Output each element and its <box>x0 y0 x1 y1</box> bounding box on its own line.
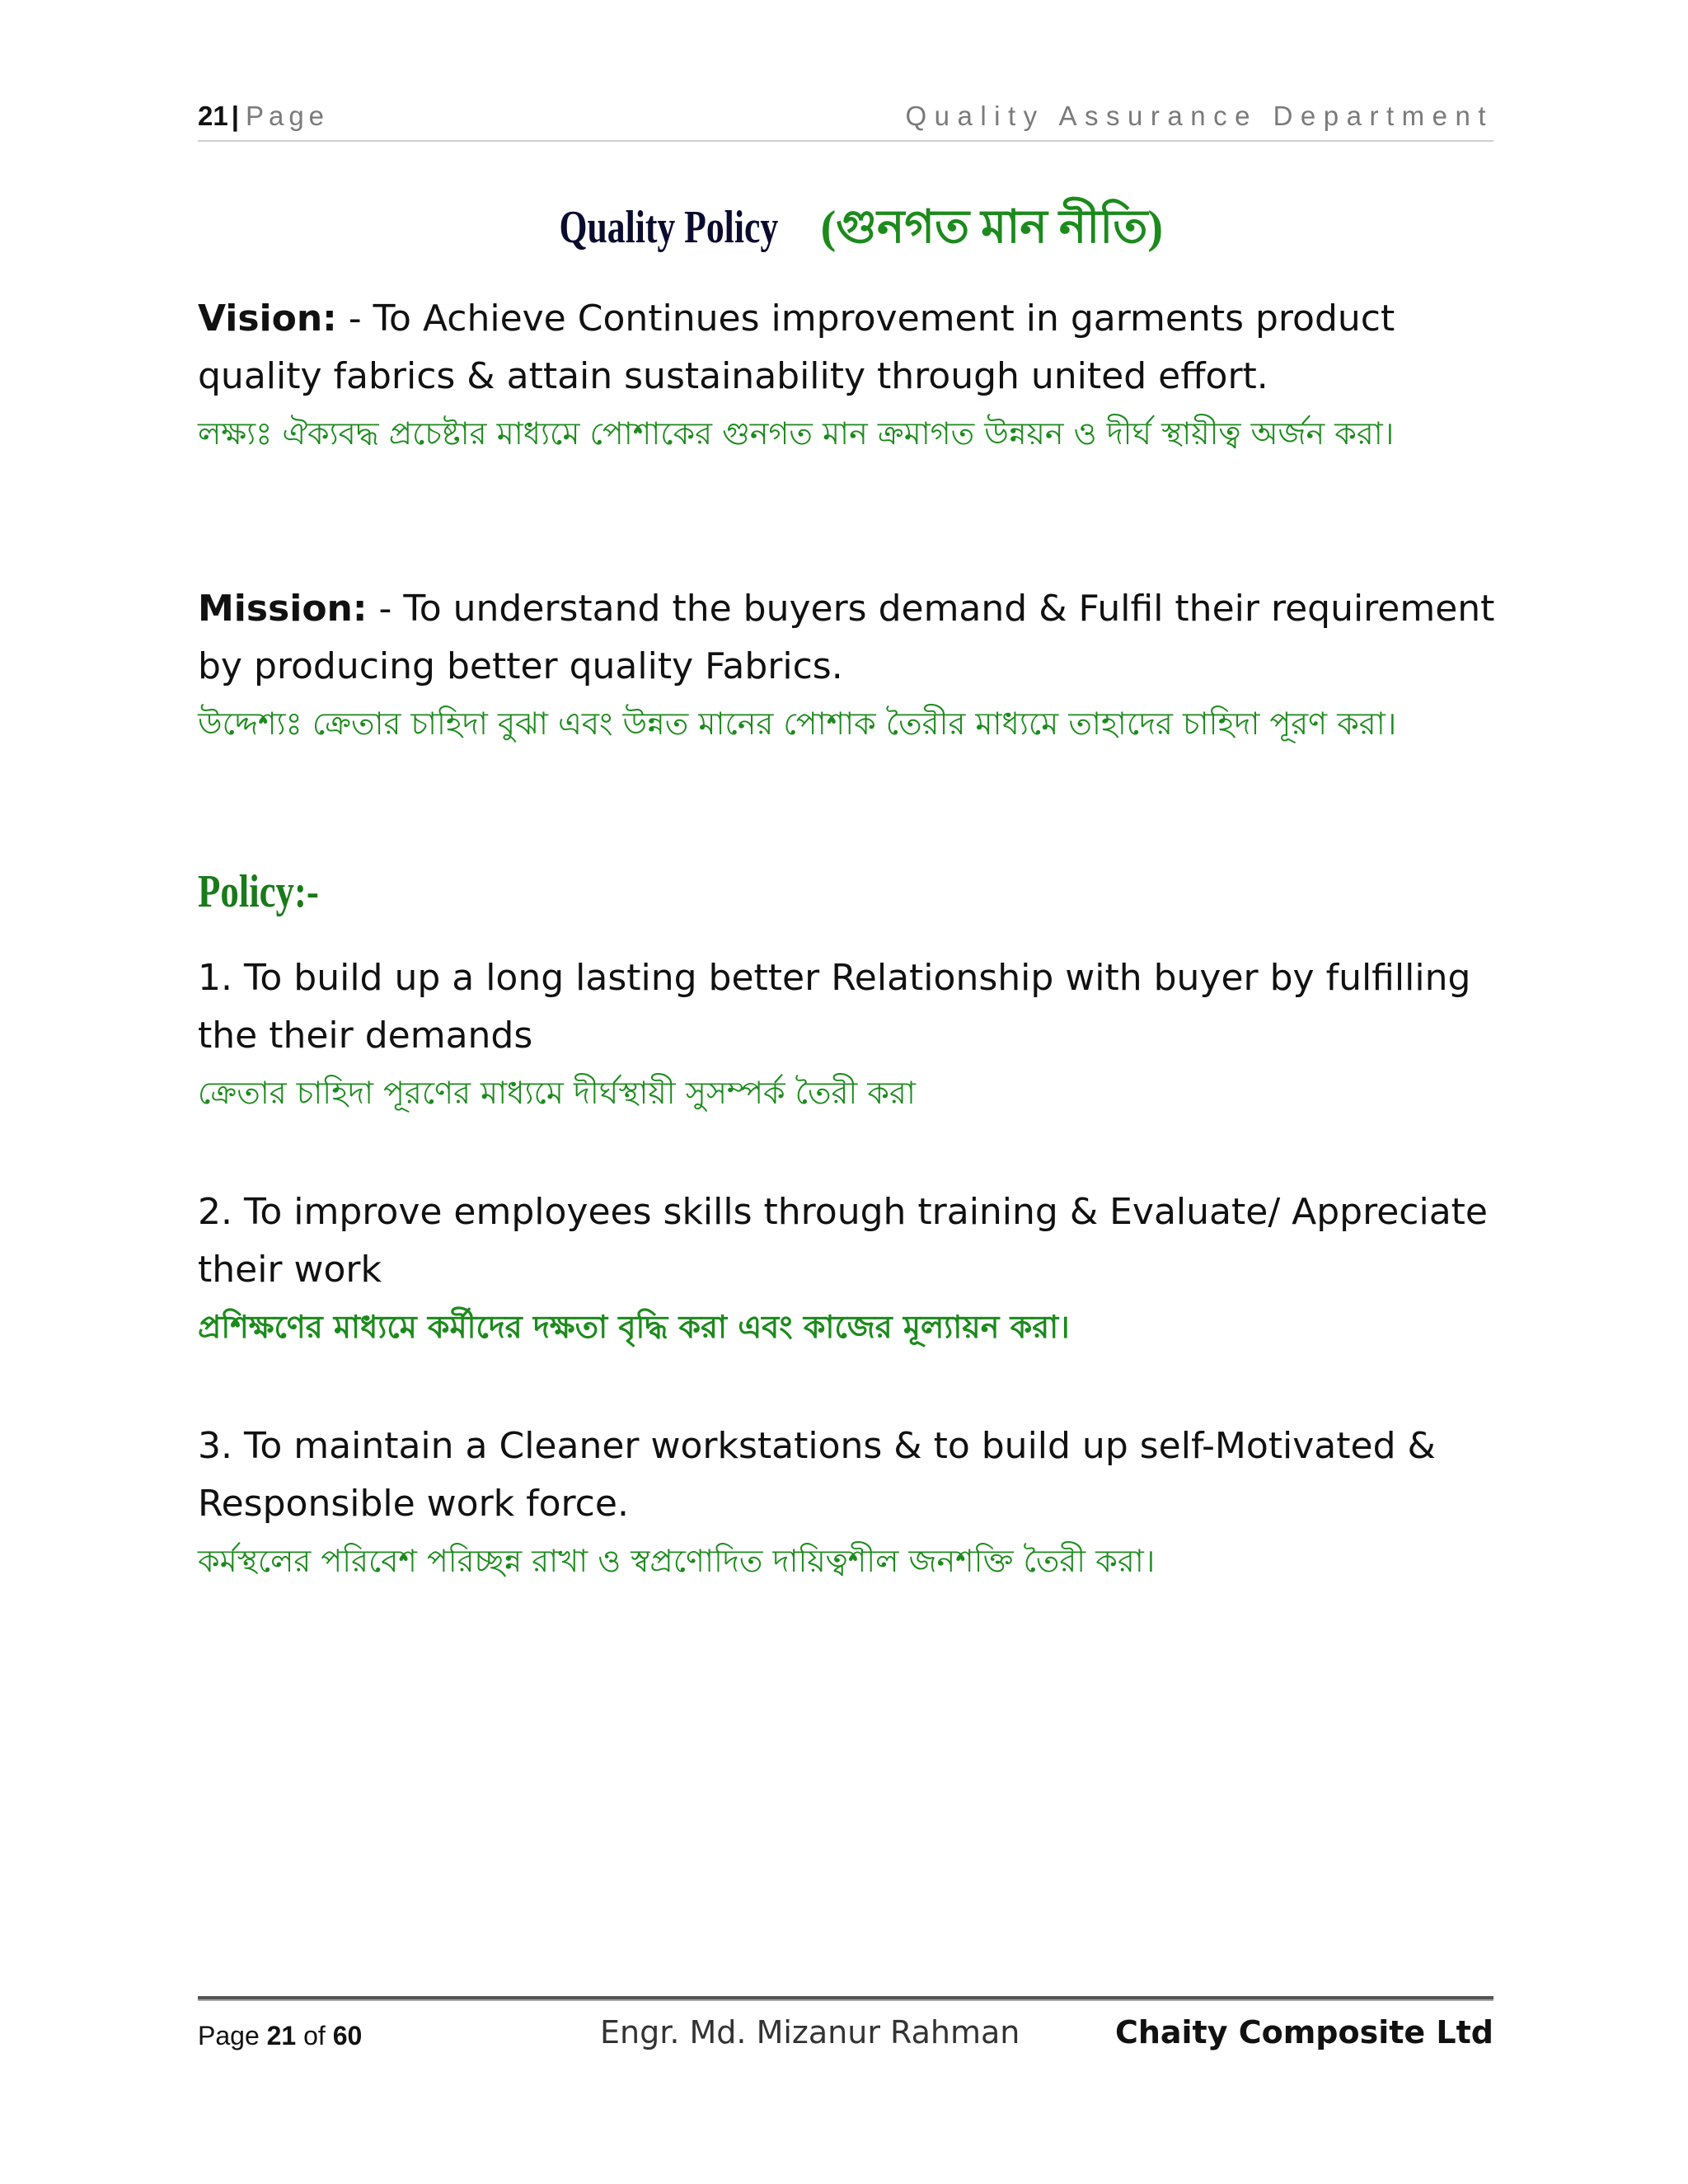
policy-item-1-bangla: ক্রেতার চাহিদা পূরণের মাধ্যমে দীর্ঘস্থায়ী সুসম্পর্ক তৈরী করা <box>198 1075 916 1111</box>
mission-statement <box>198 580 1508 696</box>
vision-section <box>198 290 1508 462</box>
header-department: Quality Assurance Department <box>905 101 1493 131</box>
page-title <box>198 198 1493 257</box>
policy-item-2-bangla: প্রশিক্ষণের মাধ্যমে কর্মীদের দক্ষতা বৃদ্ধি করা এবং কাজের মূল্যায়ন করা। <box>198 1309 1070 1345</box>
footer-divider <box>198 1996 1493 2001</box>
vision-label: Vision: <box>198 298 337 340</box>
policy-item-2 <box>198 1183 1508 1355</box>
policy-item-1-text: 1. To build up a long lasting better Relationship with buyer by fulfilling the their demands <box>198 957 1471 1057</box>
mission-text: - To understand the buyers demand & Fulfil their requirement by producing better quality Fabrics. <box>198 588 1495 687</box>
vision-text: - To Achieve Continues improvement in garments product quality fabrics & attain sustainability through united effort. <box>198 298 1395 397</box>
mission-bangla: উদ্দেশ্যঃ ক্রেতার চাহিদা বুঝা এবং উন্নত মানের পোশাক তৈরীর মাধ্যমে তাহাদের চাহিদা পূরণ করা। <box>198 705 1397 742</box>
header-separator: | <box>231 101 239 131</box>
footer-page-current: 21 <box>266 2021 297 2050</box>
mission-label: Mission: <box>198 588 368 630</box>
policy-item-3-bangla: কর্মস্থলের পরিবেশ পরিচ্ছন্ন রাখা ও স্বপ্রণোদিত দায়িত্বশীল জনশক্তি তৈরী করা। <box>198 1543 1156 1579</box>
vision-statement <box>198 290 1508 405</box>
header-page-number: 21 <box>198 101 228 131</box>
footer-page-prefix: Page <box>198 2021 260 2050</box>
footer-page-total: 60 <box>332 2021 363 2050</box>
policy-item-3-text: 3. To maintain a Cleaner workstations & to build up self-Motivated & Responsible work force. <box>198 1425 1436 1525</box>
title-bangla: (গুনগত মান নীতি) <box>820 202 1163 253</box>
vision-bangla: লক্ষ্যঃ ঐক্যবদ্ধ প্রচেষ্টার মাধ্যমে পোশাকের গুনগত মান ক্রমাগত উন্নয়ন ও দীর্ঘ স্থায়ীত্ব অর্জন করা। <box>198 415 1395 452</box>
footer-page-of: of <box>303 2021 326 2050</box>
footer-company: Chaity Composite Ltd <box>1114 2014 1493 2050</box>
page-header <box>198 97 1493 142</box>
policy-heading: Policy:- <box>198 866 319 917</box>
policy-item-1 <box>198 949 1508 1121</box>
title-english: Quality Policy <box>559 202 779 253</box>
footer-page-info <box>198 2011 362 2060</box>
header-page-word: Page <box>245 101 330 131</box>
header-page-label <box>198 101 329 132</box>
footer-author: Engr. Md. Mizanur Rahman <box>600 2014 1020 2050</box>
policy-item-2-text: 2. To improve employees skills through training & Evaluate/ Appreciate their work <box>198 1191 1488 1291</box>
mission-section <box>198 580 1508 752</box>
policy-item-3 <box>198 1418 1508 1589</box>
